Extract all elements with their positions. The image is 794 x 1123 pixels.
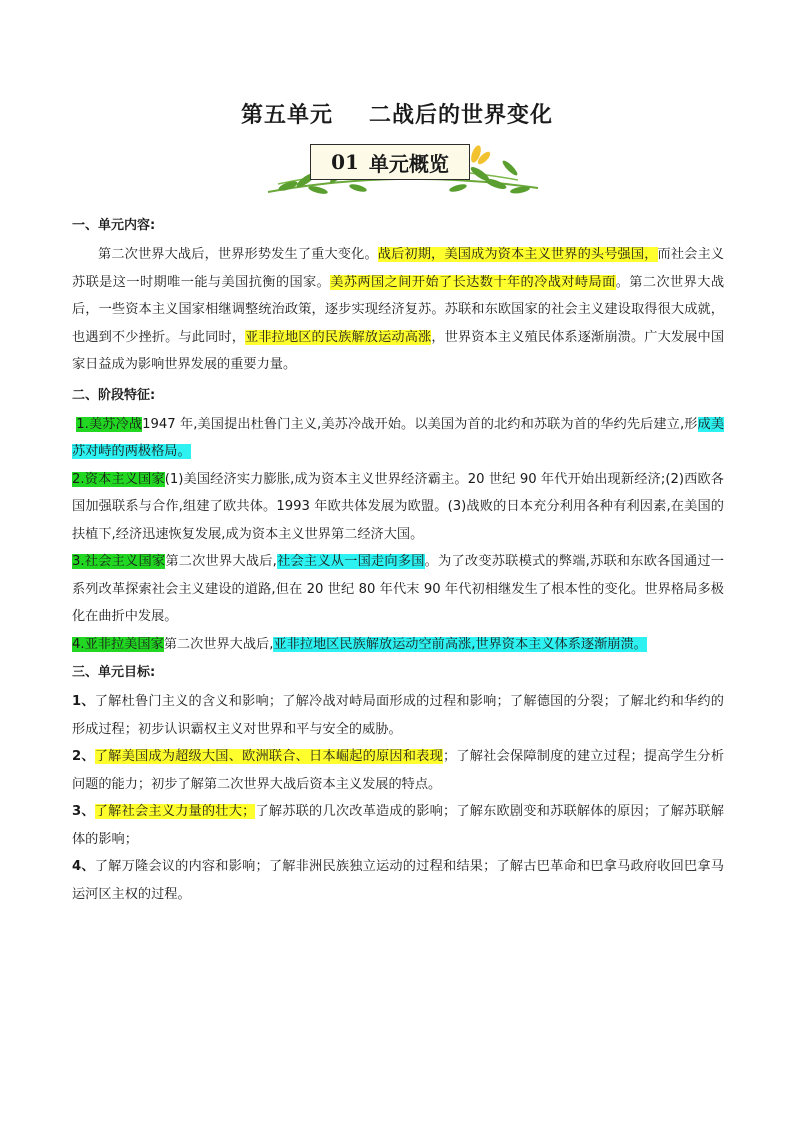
highlight: 社会主义从一国走向多国	[276, 554, 425, 569]
unit-overview-banner	[248, 138, 548, 204]
banner-number: 01	[331, 150, 359, 174]
highlight: 了解美国成为超级大国、欧洲联合、日本崛起的原因和表现	[94, 749, 443, 764]
feature-item-1: 1.美苏冷战1947 年,美国提出杜鲁门主义,美苏冷战开始。以美国为首的北约和苏联为首的华约先后建立,形成美苏对峙的两极格局。	[72, 416, 725, 459]
highlight: 成美苏对峙的两极格局。	[72, 416, 725, 459]
feature-item-3: 3.社会主义国家第二次世界大战后,社会主义从一国走向多国。为了改变苏联模式的弊端,苏联和东欧各国通过一系列改革探索社会主义建设的道路,但在 20 世纪 80 年代末 90 年代初相继发生了根本性的变化。世界格局多极化在曲折中发展。	[72, 554, 724, 624]
feature-tag: 1.美苏冷战	[76, 416, 143, 432]
section-heading-content: 一、单元内容:	[72, 218, 156, 233]
banner-label-box	[310, 144, 470, 180]
feature-item-4: 4.亚非拉美国家第二次世界大战后,亚非拉地区民族解放运动空前高涨,世界资本主义体系逐渐崩溃。	[72, 636, 647, 652]
highlight: 亚非拉地区民族解放运动空前高涨,世界资本主义体系逐渐崩溃。	[273, 636, 647, 652]
section-heading-features: 二、阶段特征:	[72, 387, 156, 403]
goal-item-2: 2、了解美国成为超级大国、欧洲联合、日本崛起的原因和表现；了解社会保障制度的建立过程；提高学生分析问题的能力；初步了解第二次世界大战后资本主义发展的特点。	[72, 749, 725, 792]
feature-item-2: 2.资本主义国家(1)美国经济实力膨胀,成为资本主义世界经济霸主。20 世纪 90 年代开始出现新经济;(2)西欧各国加强联系与合作,组建了欧共体。1993 年欧共体发展为欧盟。(3)战败的日本充分利用各种有利因素,在美国的扶植下,经济迅速恢复发展,成为资本主义世界第二经济大国。	[72, 471, 724, 542]
goal-item-4: 4、了解万隆会议的内容和影响；了解非洲民族独立运动的过程和结果；了解古巴革命和巴拿马政府收回巴拿马运河区主权的过程。	[72, 859, 724, 902]
title-unit: 第五单元	[240, 102, 333, 128]
highlight: 亚非拉地区的民族解放运动高涨	[245, 329, 432, 345]
highlight: 战后初期，美国成为资本主义世界的头号强国，	[377, 247, 658, 262]
unit-content-paragraph: 第二次世界大战后，世界形势发生了重大变化。战后初期，美国成为资本主义世界的头号强国，而社会主义苏联是这一时期唯一能与美国抗衡的国家。美苏两国之间开始了长达数十年的冷战对峙局面。第二次世界大战后，一些资本主义国家相继调整统治政策，逐步实现经济复苏。苏联和东欧国家的社会主义建设取得很大成就，也遇到不少挫折。与此同时，亚非拉地区的民族解放运动高涨，世界资本主义殖民体系逐渐崩溃。广大发展中国家日益成为影响世界发展的重要力量。	[72, 247, 725, 372]
feature-tag: 2.资本主义国家	[72, 471, 165, 487]
goal-item-1: 1、了解杜鲁门主义的含义和影响；了解冷战对峙局面形成的过程和影响；了解德国的分裂；了解北约和华约的形成过程；初步认识霸权主义对世界和平与安全的威胁。	[72, 694, 724, 737]
feature-tag: 4.亚非拉美国家	[72, 636, 164, 652]
banner-label: 单元概览	[368, 151, 449, 176]
title-topic: 二战后的世界变化	[369, 102, 554, 128]
document-body	[72, 215, 724, 908]
highlight: 美苏两国之间开始了长达数十年的冷战对峙局面	[330, 274, 616, 290]
goal-item-3: 3、了解社会主义力量的壮大；了解苏联的几次改革造成的影响；了解东欧剧变和苏联解体的原因；了解苏联解体的影响；	[72, 804, 724, 847]
page-title	[0, 98, 794, 129]
highlight: 了解社会主义力量的壮大；	[94, 804, 256, 819]
feature-tag: 3.社会主义国家	[72, 554, 166, 569]
section-heading-goals: 三、单元目标:	[72, 665, 156, 680]
